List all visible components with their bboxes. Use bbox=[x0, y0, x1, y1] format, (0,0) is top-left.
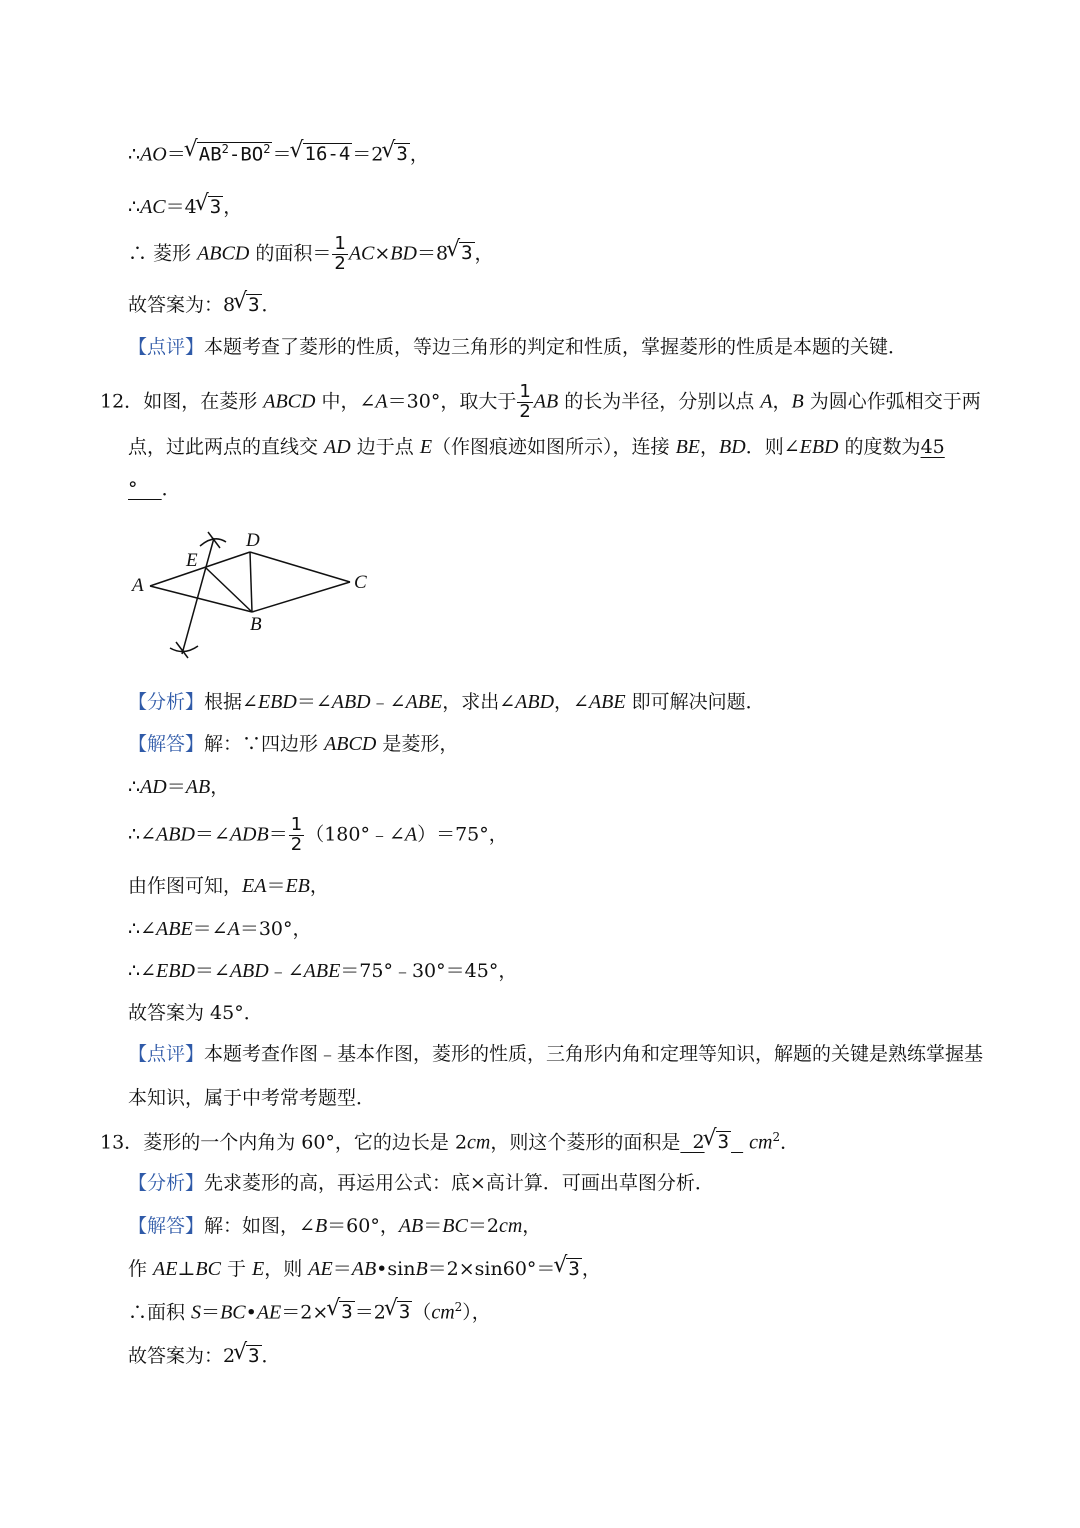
q12-solution-7: 故答案为 45°． bbox=[128, 1002, 263, 1024]
radical-16-4: √ 16-4 bbox=[292, 143, 353, 165]
solution-line-ao: ∴AO＝√ $AB^2-BO^2$ ＝√ 16-4 ＝2√ 3 ， bbox=[128, 142, 429, 165]
q13-analysis: 【分析】先求菱形的高，再运用公式：底×高计算．可画出草图分析． bbox=[128, 1172, 714, 1194]
solution-answer: 故答案为：8√ 3 ． bbox=[128, 294, 281, 316]
label-d: D bbox=[246, 530, 260, 551]
q12-review-2: 本知识，属于中考常考题型． bbox=[128, 1087, 376, 1109]
review-tag: 【点评】 bbox=[128, 336, 205, 358]
segment-dc bbox=[250, 552, 350, 582]
fraction-half: $\frac{1}{2}$ bbox=[334, 233, 346, 274]
q12-solution-2: ∴AD＝AB， bbox=[128, 776, 230, 798]
segment-ba bbox=[150, 586, 252, 612]
q12-solution-4: 由作图可知，EA＝EB， bbox=[128, 875, 329, 897]
q12-answer-blank: 45 bbox=[920, 436, 945, 458]
q13-solution-3: ∴面积 S＝BC•AE＝2×√ 3 ＝2√ 3 $(cm^2)$， bbox=[128, 1301, 491, 1323]
q12-solution-1: 【解答】解：∵四边形 ABCD 是菱形， bbox=[128, 733, 459, 755]
q12-line1: 12．如图，在菱形 ABCD 中，∠A＝30°，取大于 $\frac{1}{2}$ AB 的长为半径，分别以点 A，B 为圆心作弧相交于两 bbox=[100, 381, 981, 422]
rhombus-figure bbox=[128, 524, 373, 664]
label-a: A bbox=[132, 575, 144, 596]
q12-review-1: 【点评】本题考查作图﹣基本作图，菱形的性质，三角形内角和定理等知识，解题的关键是熟练掌握基 bbox=[128, 1043, 984, 1065]
label-b: B bbox=[250, 614, 262, 635]
q13-solution-1: 【解答】解：如图，∠B＝60°，AB＝BC＝2cm， bbox=[128, 1215, 542, 1237]
label-e: E bbox=[186, 550, 198, 571]
q13-line1: 13．菱形的一个内角为 60°，它的边长是 2cm，则这个菱形的面积是 2√ 3 $cm^2$． bbox=[100, 1131, 799, 1153]
q12-line3: ° ． bbox=[128, 478, 181, 500]
radical-ab-bo: √ $AB^2-BO^2$ bbox=[186, 142, 273, 165]
q12-solution-3: ∴∠ABD＝∠ADB＝ $\frac{1}{2}$ （180°﹣∠A）＝75°， bbox=[128, 814, 508, 855]
segment-ad bbox=[150, 552, 250, 586]
arc-tick-bottom bbox=[176, 642, 188, 658]
review-paragraph: 【点评】本题考查了菱形的性质，等边三角形的判定和性质，掌握菱形的性质是本题的关键． bbox=[128, 336, 908, 358]
q12-solution-5: ∴∠ABE＝∠A＝30°， bbox=[128, 918, 312, 940]
label-c: C bbox=[354, 572, 367, 593]
segment-cb bbox=[252, 582, 350, 612]
q12-analysis: 【分析】根据∠EBD＝∠ABD﹣∠ABE，求出∠ABD，∠ABE 即可解决问题． bbox=[128, 691, 765, 713]
segment-db bbox=[250, 552, 252, 612]
solution-line-ac: ∴AC＝4√ 3 ， bbox=[128, 196, 242, 218]
q13-answer-blank: 2√ 3 bbox=[680, 1131, 743, 1153]
q13-solution-2: 作 AE⊥BC 于 E，则 AE＝AB•sinB＝2×sin60°＝√ 3 ， bbox=[128, 1258, 601, 1280]
q12-solution-6: ∴∠EBD＝∠ABD﹣∠ABE＝75°﹣30°＝45°， bbox=[128, 960, 518, 982]
solution-line-area: ∴ 菱形 ABCD 的面积＝ $\frac{1}{2}$ AC×BD＝8√ 3 ， bbox=[128, 235, 494, 274]
q12-line2: 点，过此两点的直线交 AD 边于点 E（作图痕迹如图所示），连接 BE，BD．则∠EBD 的度数为45 bbox=[128, 436, 945, 458]
q13-solution-4: 故答案为：2√ 3 ． bbox=[128, 1345, 281, 1367]
radical-3: √ 3 bbox=[383, 143, 409, 165]
